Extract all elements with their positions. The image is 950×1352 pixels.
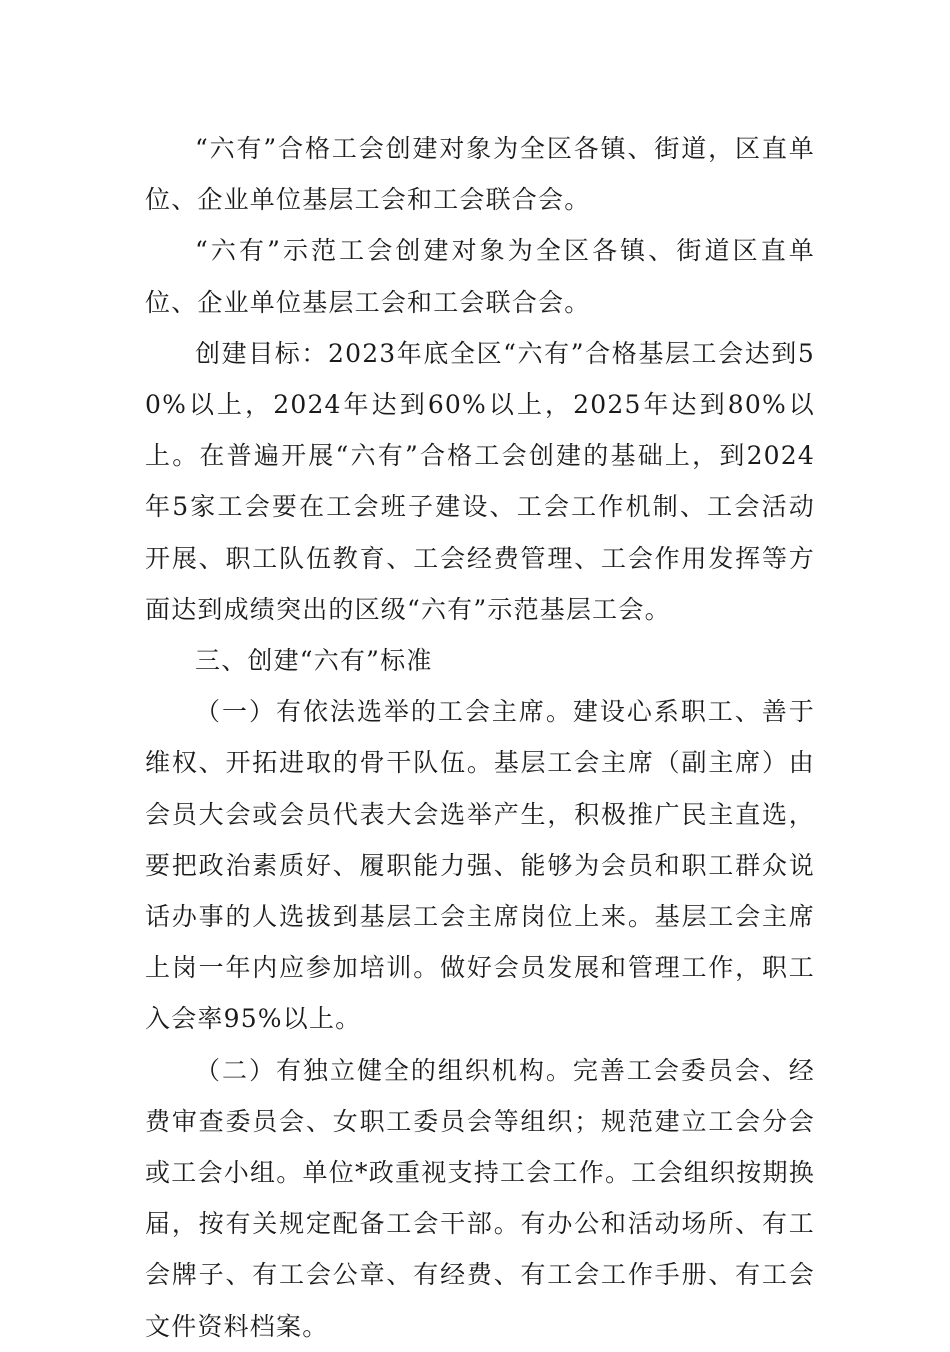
document-body — [145, 123, 815, 1352]
paragraph-creation-goals: 创建目标：2023年底全区“六有”合格基层工会达到50%以上，2024年达到60%以上，2025年达到80%以上。在普遍开展“六有”合格工会创建的基础上，到2024年5家工会要在工会班子建设、工会工作机制、工会活动开展、职工队伍教育、工会经费管理、工会作用发挥等方面达到成绩突出的区级“六有”示范基层工会。 — [145, 338, 815, 624]
paragraph-liuyou-model-scope: “六有”示范工会创建对象为全区各镇、街道区直单位、企业单位基层工会和工会联合会。 — [145, 236, 815, 317]
paragraph-standard-1-union-chair: （一）有依法选举的工会主席。建设心系职工、善于维权、开拓进取的骨干队伍。基层工会主席（副主席）由会员大会或会员代表大会选举产生，积极推广民主直选，要把政治素质好、履职能力强、能够为会员和职工群众说话办事的人选拔到基层工会主席岗位上来。基层工会主席上岗一年内应参加培训。做好会员发展和管理工作，职工入会率95%以上。 — [145, 697, 815, 1034]
section-heading-standards: 三、创建“六有”标准 — [195, 646, 433, 676]
paragraph-liuyou-qualified-scope: “六有”合格工会创建对象为全区各镇、街道，区直单位、企业单位基层工会和工会联合会。 — [145, 134, 815, 215]
paragraph-standard-2-organization: （二）有独立健全的组织机构。完善工会委员会、经费审查委员会、女职工委员会等组织；规范建立工会分会或工会小组。单位*政重视支持工会工作。工会组织按期换届，按有关规定配备工会干部。有办公和活动场所、有工会牌子、有工会公章、有经费、有工会工作手册、有工会文件资料档案。 — [145, 1055, 815, 1341]
